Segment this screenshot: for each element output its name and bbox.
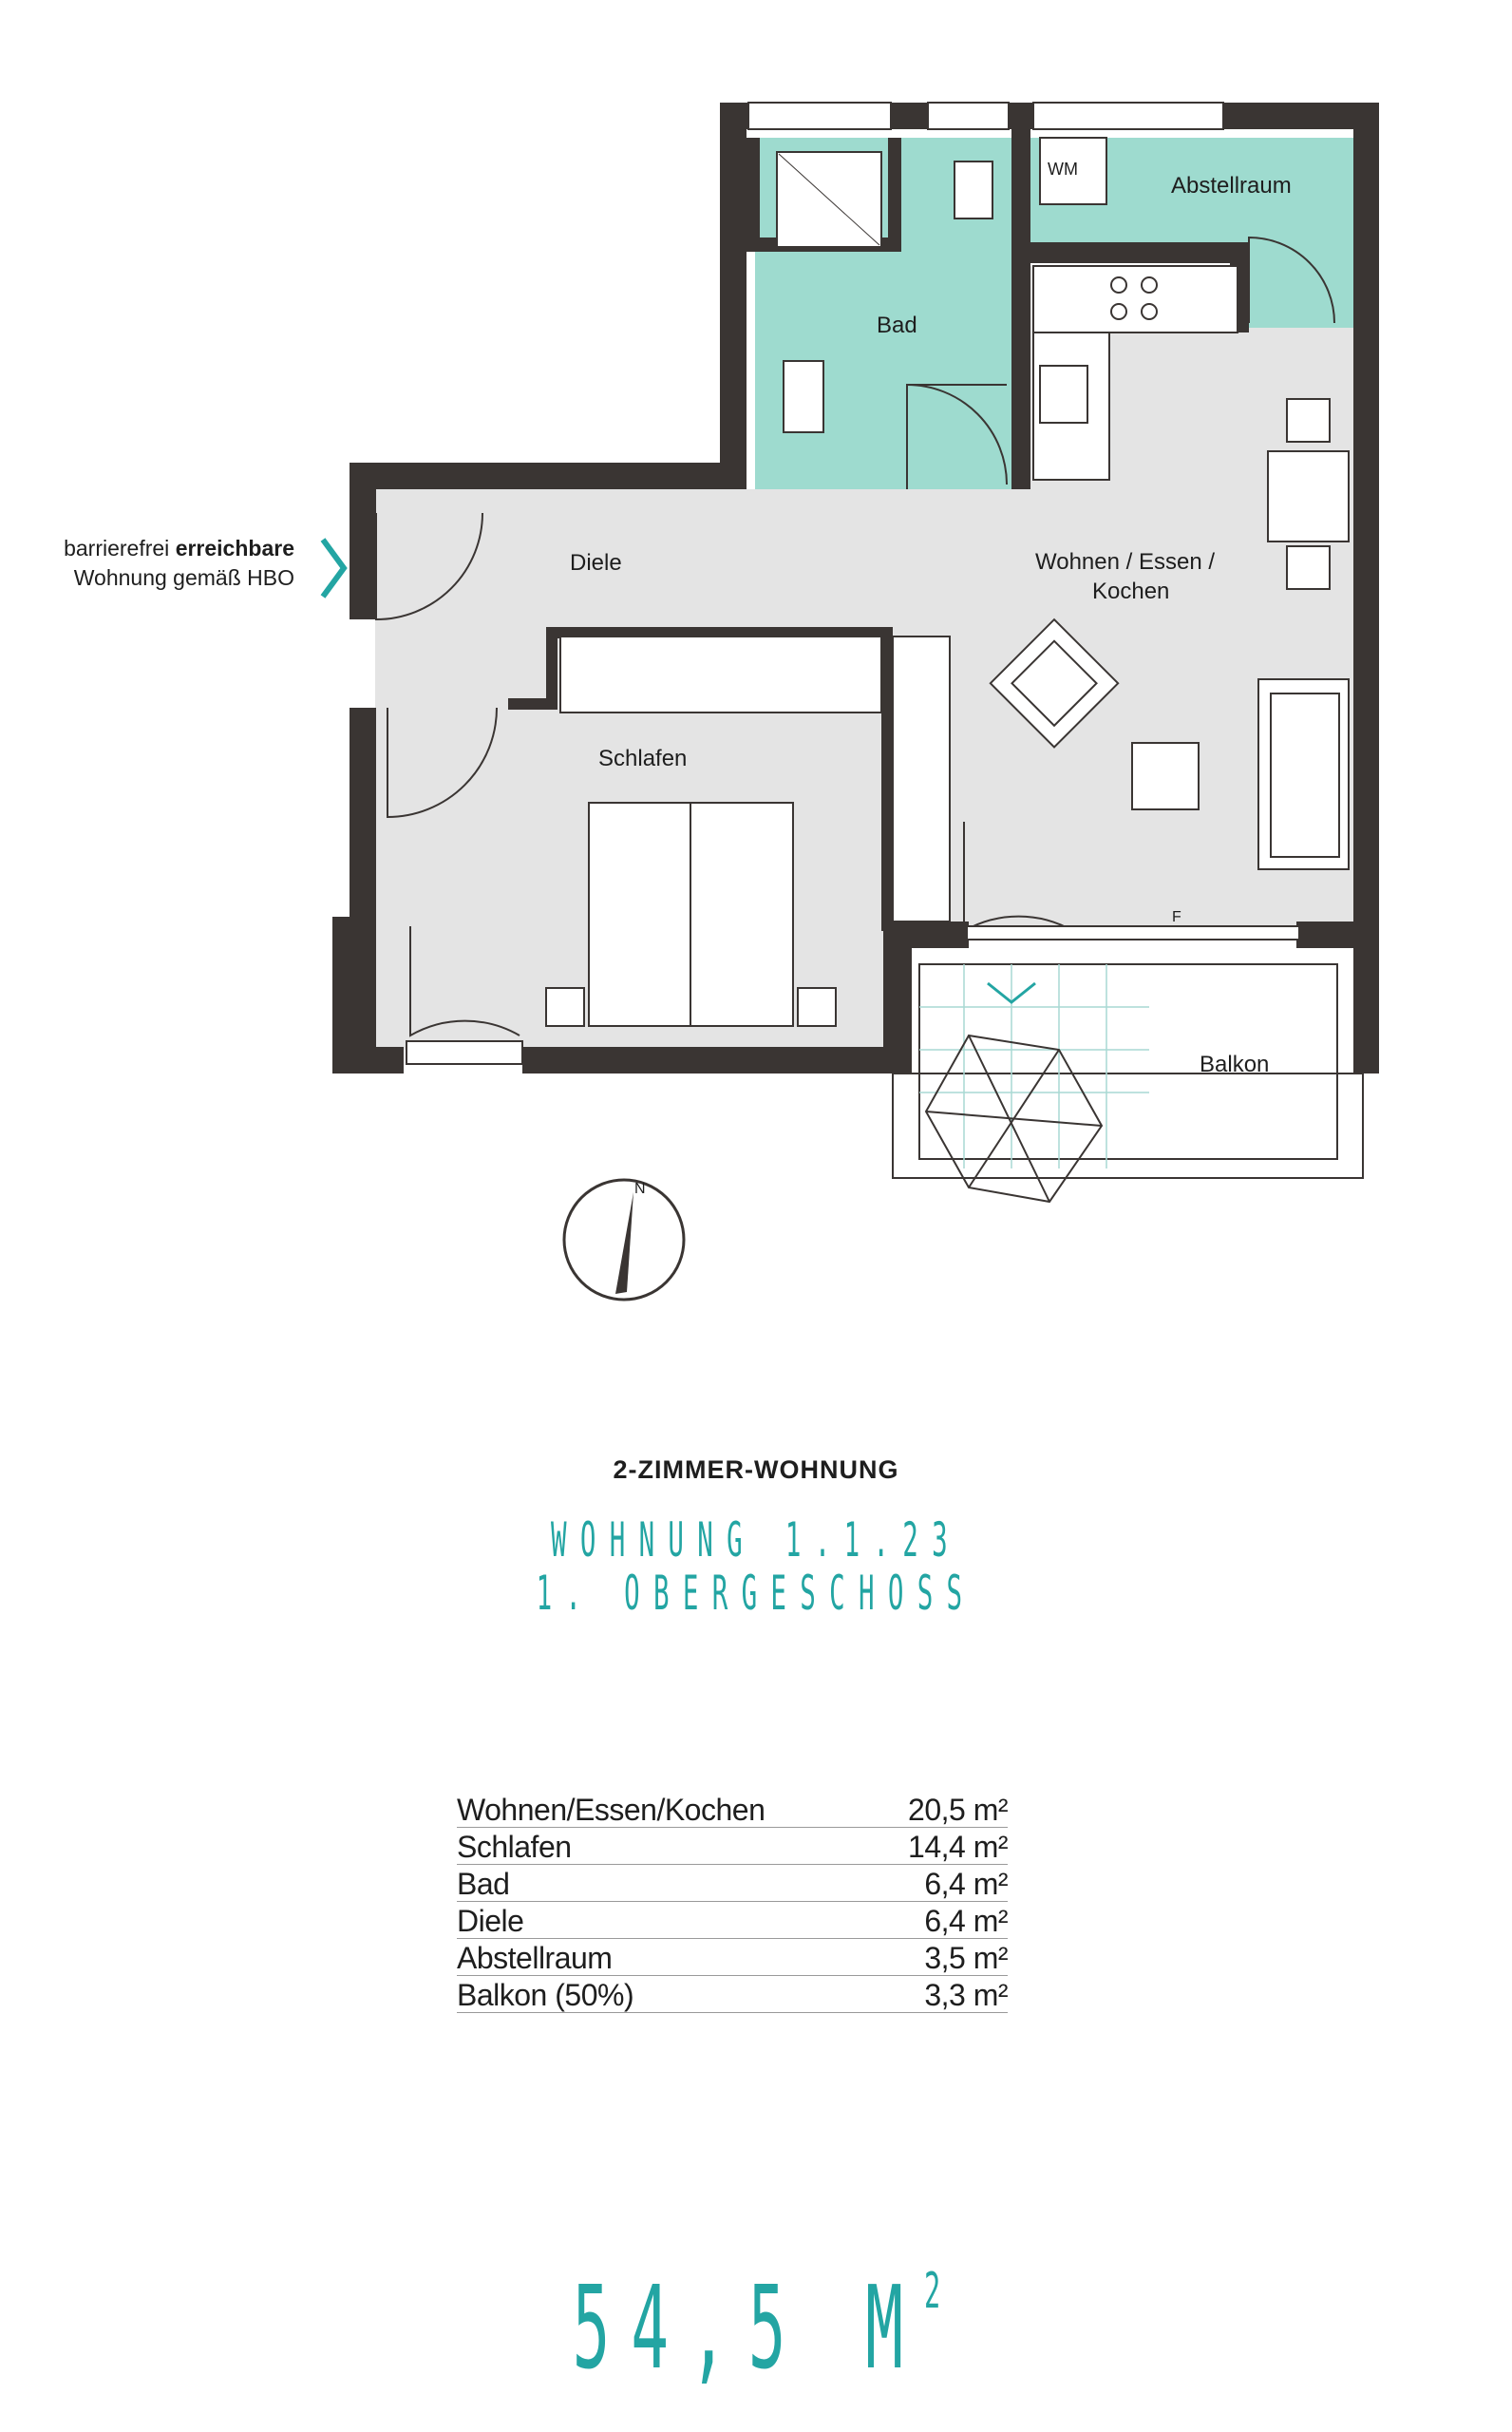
area-row bbox=[457, 1828, 1008, 1865]
toilet bbox=[954, 162, 992, 218]
compass bbox=[564, 1180, 684, 1300]
area-room: Abstellraum bbox=[457, 1941, 613, 1975]
area-room: Schlafen bbox=[457, 1830, 572, 1864]
total-value: 54,5 M bbox=[572, 2263, 924, 2395]
unit-type: 2-ZIMMER-WOHNUNG bbox=[613, 1455, 899, 1484]
wardrobe bbox=[560, 636, 881, 712]
access-prefix: barrierefrei bbox=[64, 536, 176, 560]
coffee-table bbox=[1132, 743, 1199, 809]
area-row bbox=[457, 1976, 1008, 2013]
area-row bbox=[457, 1865, 1008, 1902]
label-schlafen: Schlafen bbox=[598, 746, 688, 771]
unit-floor: 1. OBERGESCHOSS bbox=[536, 1566, 976, 1621]
north-arrow-icon bbox=[615, 1192, 633, 1294]
storage-floor-lower bbox=[1244, 238, 1353, 328]
nightstand bbox=[546, 988, 584, 1026]
accessibility-note bbox=[9, 534, 294, 593]
area-table bbox=[457, 1791, 1008, 2013]
label-bad: Bad bbox=[877, 313, 917, 338]
tv-unit bbox=[893, 636, 950, 922]
nightstand bbox=[798, 988, 836, 1026]
access-line2: Wohnung gemäß HBO bbox=[73, 565, 294, 590]
label-balkon: Balkon bbox=[1200, 1052, 1270, 1077]
label-window-mark: F bbox=[1172, 909, 1181, 925]
area-value: 6,4 m² bbox=[924, 1904, 1008, 1938]
label-diele: Diele bbox=[570, 550, 622, 576]
area-room: Balkon (50%) bbox=[457, 1978, 634, 2012]
sink bbox=[1040, 366, 1087, 423]
total-exponent: 2 bbox=[923, 2263, 940, 2320]
area-room: Diele bbox=[457, 1904, 524, 1938]
access-bold: erreichbare bbox=[175, 536, 294, 560]
area-value: 3,3 m² bbox=[924, 1978, 1008, 2012]
total-area bbox=[0, 2263, 1512, 2395]
label-wohnen-2: Kochen bbox=[1092, 579, 1170, 604]
chevron-right-icon bbox=[323, 540, 344, 597]
compass-north-label: N bbox=[634, 1181, 646, 1197]
label-abstellraum: Abstellraum bbox=[1171, 173, 1292, 199]
counter-top bbox=[1033, 266, 1238, 332]
label-wohnen-1: Wohnen / Essen / bbox=[1035, 549, 1215, 575]
chair bbox=[1287, 399, 1330, 442]
area-row bbox=[457, 1902, 1008, 1939]
area-value: 6,4 m² bbox=[924, 1867, 1008, 1901]
unit-title: WOHNUNG 1.1.23 bbox=[551, 1512, 961, 1568]
label-wm: WM bbox=[1048, 160, 1078, 179]
area-value: 3,5 m² bbox=[924, 1941, 1008, 1975]
washbasin bbox=[784, 361, 823, 432]
area-value: 14,4 m² bbox=[908, 1830, 1008, 1864]
area-room: Bad bbox=[457, 1867, 510, 1901]
area-row bbox=[457, 1791, 1008, 1828]
area-value: 20,5 m² bbox=[908, 1793, 1008, 1827]
dining-table bbox=[1268, 451, 1349, 542]
area-room: Wohnen/Essen/Kochen bbox=[457, 1793, 765, 1827]
chair bbox=[1287, 546, 1330, 589]
area-row bbox=[457, 1939, 1008, 1976]
